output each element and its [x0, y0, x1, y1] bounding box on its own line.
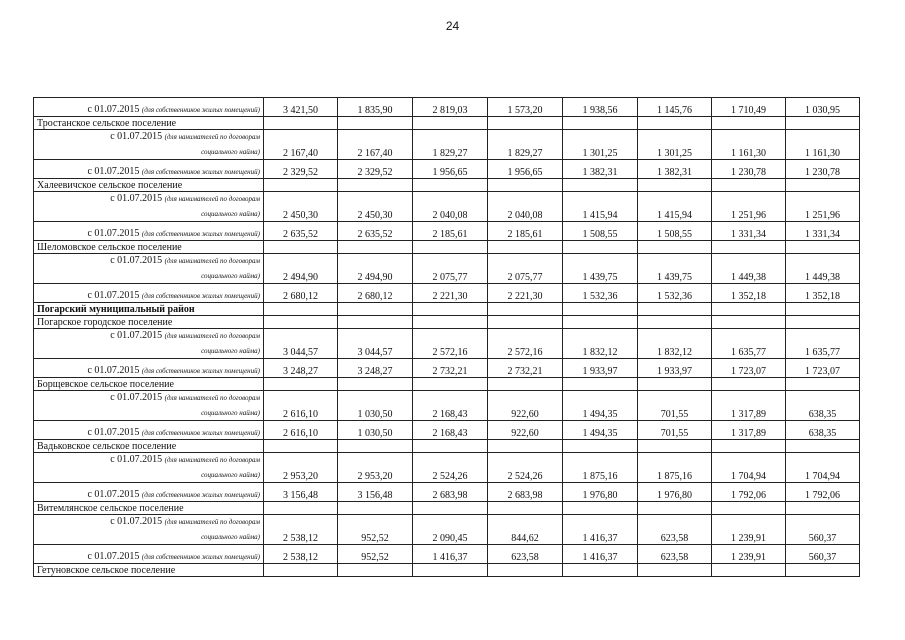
tariff-value-cell: 2 221,30	[488, 284, 563, 303]
settlement-row	[34, 117, 860, 130]
empty-cell	[712, 241, 786, 254]
effective-date: с 01.07.2015	[110, 255, 163, 266]
category-note-continued: социального найма)	[201, 533, 260, 541]
label-line-1	[37, 392, 260, 404]
category-note: (для нанимателей по договорам	[164, 394, 260, 402]
row-label	[34, 359, 264, 378]
tariff-value-cell: 2 538,12	[264, 545, 338, 564]
empty-cell	[712, 316, 786, 329]
tariff-value-cell: 623,58	[638, 515, 712, 545]
tariff-value-cell: 623,58	[488, 545, 563, 564]
empty-cell	[488, 316, 563, 329]
empty-cell	[563, 564, 638, 577]
tenant-tariff-row	[34, 391, 860, 421]
empty-cell	[413, 316, 488, 329]
tariff-value-cell: 2 450,30	[264, 192, 338, 222]
settlement-name: Вадьковское сельское поселение	[34, 440, 264, 453]
effective-date: с 01.07.2015	[110, 193, 163, 204]
tariff-value-cell: 1 449,38	[712, 254, 786, 284]
tariff-value-cell: 2 329,52	[264, 160, 338, 179]
tariff-value-cell: 2 524,26	[413, 453, 488, 483]
effective-date: с 01.07.2015	[87, 551, 140, 562]
empty-cell	[563, 179, 638, 192]
tariff-value-cell: 1 933,97	[563, 359, 638, 378]
empty-cell	[413, 440, 488, 453]
tariff-value-cell: 2 168,43	[413, 391, 488, 421]
label-line-1	[37, 255, 260, 267]
row-label	[34, 515, 264, 545]
empty-cell	[712, 378, 786, 391]
empty-cell	[264, 241, 338, 254]
tariff-value-cell: 1 792,06	[712, 483, 786, 502]
tariff-value-cell: 2 538,12	[264, 515, 338, 545]
empty-cell	[488, 440, 563, 453]
effective-date: с 01.07.2015	[87, 290, 140, 301]
label-line-2	[37, 469, 260, 481]
empty-cell	[712, 440, 786, 453]
row-label	[34, 222, 264, 241]
empty-cell	[786, 179, 860, 192]
tariff-value-cell: 2 732,21	[488, 359, 563, 378]
category-note-continued: социального найма)	[201, 471, 260, 479]
owner-tariff-row	[34, 222, 860, 241]
tariff-value-cell: 1 508,55	[563, 222, 638, 241]
empty-cell	[488, 378, 563, 391]
tariff-value-cell: 1 416,37	[563, 515, 638, 545]
settlement-row	[34, 378, 860, 391]
tariff-value-cell: 701,55	[638, 421, 712, 440]
tariff-value-cell: 638,35	[786, 421, 860, 440]
empty-cell	[786, 378, 860, 391]
tariff-value-cell: 922,60	[488, 421, 563, 440]
effective-date: с 01.07.2015	[87, 489, 140, 500]
category-note-continued: социального найма)	[201, 210, 260, 218]
tariff-value-cell: 3 156,48	[264, 483, 338, 502]
empty-cell	[338, 241, 413, 254]
tenant-tariff-row	[34, 130, 860, 160]
label-line-2	[37, 345, 260, 357]
owner-tariff-row	[34, 483, 860, 502]
tariff-value-cell: 1 532,36	[563, 284, 638, 303]
empty-cell	[638, 117, 712, 130]
tariff-value-cell: 1 251,96	[786, 192, 860, 222]
label-line-2	[37, 146, 260, 158]
empty-cell	[264, 502, 338, 515]
empty-cell	[638, 179, 712, 192]
tariff-value-cell: 3 044,57	[264, 329, 338, 359]
category-note: (для нанимателей по договорам	[164, 332, 260, 340]
empty-cell	[638, 303, 712, 316]
tariff-value-cell: 1 030,95	[786, 98, 860, 117]
tariff-value-cell: 1 494,35	[563, 391, 638, 421]
label-line-1	[37, 516, 260, 528]
tariff-value-cell: 701,55	[638, 391, 712, 421]
row-label	[34, 130, 264, 160]
tariff-value-cell: 1 251,96	[712, 192, 786, 222]
tariff-value-cell: 2 680,12	[264, 284, 338, 303]
empty-cell	[488, 241, 563, 254]
settlement-name: Борщевское сельское поселение	[34, 378, 264, 391]
effective-date: с 01.07.2015	[87, 228, 140, 239]
tariff-table-body	[34, 98, 860, 577]
empty-cell	[712, 117, 786, 130]
tariff-value-cell: 2 616,10	[264, 421, 338, 440]
owner-tariff-row	[34, 359, 860, 378]
tariff-value-cell: 2 075,77	[413, 254, 488, 284]
row-label	[34, 160, 264, 179]
empty-cell	[563, 378, 638, 391]
row-label	[34, 98, 264, 117]
tariff-value-cell: 2 635,52	[264, 222, 338, 241]
empty-cell	[638, 564, 712, 577]
owner-tariff-row	[34, 421, 860, 440]
row-label	[34, 329, 264, 359]
tariff-value-cell: 1 352,18	[712, 284, 786, 303]
tariff-value-cell: 2 683,98	[413, 483, 488, 502]
settlement-name: Халеевичское сельское поселение	[34, 179, 264, 192]
empty-cell	[563, 241, 638, 254]
tariff-value-cell: 1 331,34	[712, 222, 786, 241]
tariff-value-cell: 1 239,91	[712, 515, 786, 545]
category-note-continued: социального найма)	[201, 347, 260, 355]
tariff-value-cell: 2 616,10	[264, 391, 338, 421]
tariff-value-cell: 1 230,78	[786, 160, 860, 179]
tariff-value-cell: 1 301,25	[563, 130, 638, 160]
tariff-value-cell: 2 450,30	[338, 192, 413, 222]
category-note: (для собственников жилых помещений)	[141, 553, 260, 561]
tariff-value-cell: 2 167,40	[264, 130, 338, 160]
tariff-value-cell: 2 185,61	[413, 222, 488, 241]
effective-date: с 01.07.2015	[87, 104, 140, 115]
tariff-value-cell: 3 044,57	[338, 329, 413, 359]
tariff-value-cell: 1 956,65	[488, 160, 563, 179]
tariff-value-cell: 1 230,78	[712, 160, 786, 179]
tariff-value-cell: 2 075,77	[488, 254, 563, 284]
empty-cell	[638, 502, 712, 515]
effective-date: с 01.07.2015	[110, 392, 163, 403]
empty-cell	[338, 378, 413, 391]
tariff-value-cell: 3 248,27	[338, 359, 413, 378]
tariff-value-cell: 2 185,61	[488, 222, 563, 241]
tariff-value-cell: 2 329,52	[338, 160, 413, 179]
row-label	[34, 254, 264, 284]
empty-cell	[786, 564, 860, 577]
tariff-value-cell: 844,62	[488, 515, 563, 545]
tariff-value-cell: 1 792,06	[786, 483, 860, 502]
settlement-row	[34, 564, 860, 577]
tariff-value-cell: 2 732,21	[413, 359, 488, 378]
empty-cell	[338, 502, 413, 515]
tariff-value-cell: 1 832,12	[563, 329, 638, 359]
tariff-value-cell: 623,58	[638, 545, 712, 564]
label-line-1	[37, 131, 260, 143]
tariff-value-cell: 2 167,40	[338, 130, 413, 160]
empty-cell	[264, 440, 338, 453]
district-row	[34, 303, 860, 316]
empty-cell	[786, 241, 860, 254]
tariff-value-cell: 1 635,77	[712, 329, 786, 359]
tariff-value-cell: 1 710,49	[712, 98, 786, 117]
tenant-tariff-row	[34, 192, 860, 222]
settlement-row	[34, 316, 860, 329]
tariff-value-cell: 1 415,94	[638, 192, 712, 222]
tariff-value-cell: 1 832,12	[638, 329, 712, 359]
settlement-name: Витемлянское сельское поселение	[34, 502, 264, 515]
tariff-value-cell: 3 156,48	[338, 483, 413, 502]
tariff-value-cell: 1 573,20	[488, 98, 563, 117]
owner-tariff-row	[34, 545, 860, 564]
category-note: (для собственников жилых помещений)	[141, 230, 260, 238]
empty-cell	[488, 117, 563, 130]
empty-cell	[413, 241, 488, 254]
tariff-value-cell: 1 301,25	[638, 130, 712, 160]
label-line-2	[37, 208, 260, 220]
category-note: (для нанимателей по договорам	[164, 518, 260, 526]
tariff-value-cell: 2 953,20	[338, 453, 413, 483]
category-note: (для нанимателей по договорам	[164, 195, 260, 203]
empty-cell	[488, 502, 563, 515]
label-line-2	[37, 531, 260, 543]
tariff-value-cell: 2 494,90	[338, 254, 413, 284]
empty-cell	[712, 303, 786, 316]
empty-cell	[264, 564, 338, 577]
tariff-value-cell: 1 704,94	[712, 453, 786, 483]
empty-cell	[488, 179, 563, 192]
tariff-value-cell: 560,37	[786, 515, 860, 545]
settlement-name: Тростанское сельское поселение	[34, 117, 264, 130]
empty-cell	[786, 316, 860, 329]
tariff-value-cell: 1 161,30	[712, 130, 786, 160]
empty-cell	[338, 303, 413, 316]
row-label	[34, 192, 264, 222]
row-label	[34, 391, 264, 421]
tariff-value-cell: 560,37	[786, 545, 860, 564]
empty-cell	[638, 241, 712, 254]
empty-cell	[413, 117, 488, 130]
tariff-value-cell: 1 439,75	[638, 254, 712, 284]
empty-cell	[264, 117, 338, 130]
effective-date: с 01.07.2015	[87, 166, 140, 177]
settlement-row	[34, 179, 860, 192]
tenant-tariff-row	[34, 515, 860, 545]
empty-cell	[712, 502, 786, 515]
tariff-value-cell: 1 723,07	[786, 359, 860, 378]
empty-cell	[338, 564, 413, 577]
tariff-value-cell: 1 976,80	[563, 483, 638, 502]
label-line-2	[37, 407, 260, 419]
tariff-value-cell: 2 572,16	[413, 329, 488, 359]
tariff-value-cell: 1 875,16	[563, 453, 638, 483]
settlement-name: Гетуновское сельское поселение	[34, 564, 264, 577]
row-label	[34, 453, 264, 483]
tariff-value-cell: 1 030,50	[338, 421, 413, 440]
tenant-tariff-row	[34, 453, 860, 483]
tariff-value-cell: 1 829,27	[488, 130, 563, 160]
effective-date: с 01.07.2015	[110, 330, 163, 341]
category-note-continued: социального найма)	[201, 272, 260, 280]
tariff-value-cell: 1 030,50	[338, 391, 413, 421]
category-note: (для нанимателей по договорам	[164, 133, 260, 141]
empty-cell	[264, 378, 338, 391]
empty-cell	[563, 316, 638, 329]
tariff-value-cell: 1 439,75	[563, 254, 638, 284]
label-line-1	[37, 454, 260, 466]
tariff-table	[33, 97, 860, 577]
settlement-row	[34, 241, 860, 254]
empty-cell	[264, 316, 338, 329]
settlement-row	[34, 440, 860, 453]
empty-cell	[264, 303, 338, 316]
tariff-value-cell: 1 145,76	[638, 98, 712, 117]
empty-cell	[712, 564, 786, 577]
tariff-value-cell: 1 875,16	[638, 453, 712, 483]
tariff-value-cell: 2 524,26	[488, 453, 563, 483]
tenant-tariff-row	[34, 254, 860, 284]
empty-cell	[638, 440, 712, 453]
district-name: Погарский муниципальный район	[34, 303, 264, 316]
empty-cell	[563, 303, 638, 316]
tariff-value-cell: 1 161,30	[786, 130, 860, 160]
category-note: (для собственников жилых помещений)	[141, 292, 260, 300]
empty-cell	[413, 303, 488, 316]
tariff-value-cell: 952,52	[338, 515, 413, 545]
empty-cell	[488, 564, 563, 577]
settlement-name: Шеломовское сельское поселение	[34, 241, 264, 254]
tariff-value-cell: 2 819,03	[413, 98, 488, 117]
tariff-value-cell: 952,52	[338, 545, 413, 564]
category-note: (для собственников жилых помещений)	[141, 106, 260, 114]
effective-date: с 01.07.2015	[110, 454, 163, 465]
tariff-value-cell: 1 508,55	[638, 222, 712, 241]
tariff-value-cell: 1 416,37	[413, 545, 488, 564]
tariff-value-cell: 638,35	[786, 391, 860, 421]
settlement-row	[34, 502, 860, 515]
tariff-value-cell: 2 168,43	[413, 421, 488, 440]
category-note-continued: социального найма)	[201, 409, 260, 417]
tariff-value-cell: 1 416,37	[563, 545, 638, 564]
category-note: (для собственников жилых помещений)	[141, 429, 260, 437]
tariff-value-cell: 1 415,94	[563, 192, 638, 222]
empty-cell	[638, 316, 712, 329]
empty-cell	[563, 440, 638, 453]
empty-cell	[413, 564, 488, 577]
tariff-value-cell: 3 248,27	[264, 359, 338, 378]
tariff-value-cell: 2 494,90	[264, 254, 338, 284]
effective-date: с 01.07.2015	[87, 365, 140, 376]
tariff-value-cell: 2 680,12	[338, 284, 413, 303]
effective-date: с 01.07.2015	[110, 131, 163, 142]
label-line-1	[37, 193, 260, 205]
tariff-value-cell: 2 040,08	[488, 192, 563, 222]
tariff-value-cell: 1 976,80	[638, 483, 712, 502]
tariff-value-cell: 1 956,65	[413, 160, 488, 179]
category-note-continued: социального найма)	[201, 148, 260, 156]
tariff-value-cell: 1 532,36	[638, 284, 712, 303]
empty-cell	[786, 440, 860, 453]
category-note: (для собственников жилых помещений)	[141, 367, 260, 375]
tariff-value-cell: 1 382,31	[638, 160, 712, 179]
empty-cell	[338, 316, 413, 329]
empty-cell	[786, 117, 860, 130]
row-label	[34, 421, 264, 440]
tariff-value-cell: 1 835,90	[338, 98, 413, 117]
category-note: (для собственников жилых помещений)	[141, 491, 260, 499]
tariff-value-cell: 1 382,31	[563, 160, 638, 179]
empty-cell	[413, 502, 488, 515]
tariff-value-cell: 3 421,50	[264, 98, 338, 117]
owner-tariff-row	[34, 98, 860, 117]
tariff-value-cell: 1 933,97	[638, 359, 712, 378]
tariff-value-cell: 1 239,91	[712, 545, 786, 564]
row-label	[34, 284, 264, 303]
empty-cell	[413, 378, 488, 391]
category-note: (для нанимателей по договорам	[164, 257, 260, 265]
tariff-value-cell: 922,60	[488, 391, 563, 421]
empty-cell	[563, 117, 638, 130]
tariff-value-cell: 2 953,20	[264, 453, 338, 483]
tariff-value-cell: 2 572,16	[488, 329, 563, 359]
tariff-value-cell: 1 449,38	[786, 254, 860, 284]
tariff-value-cell: 1 938,56	[563, 98, 638, 117]
tariff-value-cell: 1 723,07	[712, 359, 786, 378]
tariff-value-cell: 1 494,35	[563, 421, 638, 440]
category-note: (для нанимателей по договорам	[164, 456, 260, 464]
label-line-2	[37, 270, 260, 282]
tariff-value-cell: 2 090,45	[413, 515, 488, 545]
empty-cell	[338, 117, 413, 130]
empty-cell	[264, 179, 338, 192]
tariff-value-cell: 1 635,77	[786, 329, 860, 359]
settlement-name: Погарское городское поселение	[34, 316, 264, 329]
empty-cell	[413, 179, 488, 192]
empty-cell	[563, 502, 638, 515]
empty-cell	[638, 378, 712, 391]
tariff-value-cell: 1 704,94	[786, 453, 860, 483]
empty-cell	[338, 440, 413, 453]
empty-cell	[338, 179, 413, 192]
empty-cell	[786, 502, 860, 515]
tenant-tariff-row	[34, 329, 860, 359]
tariff-value-cell: 2 040,08	[413, 192, 488, 222]
tariff-value-cell: 1 352,18	[786, 284, 860, 303]
row-label	[34, 483, 264, 502]
owner-tariff-row	[34, 284, 860, 303]
tariff-value-cell: 1 317,89	[712, 421, 786, 440]
owner-tariff-row	[34, 160, 860, 179]
tariff-value-cell: 2 683,98	[488, 483, 563, 502]
row-label	[34, 545, 264, 564]
empty-cell	[712, 179, 786, 192]
empty-cell	[786, 303, 860, 316]
category-note: (для собственников жилых помещений)	[141, 168, 260, 176]
label-line-1	[37, 330, 260, 342]
tariff-value-cell: 1 331,34	[786, 222, 860, 241]
tariff-value-cell: 1 829,27	[413, 130, 488, 160]
tariff-value-cell: 1 317,89	[712, 391, 786, 421]
effective-date: с 01.07.2015	[110, 516, 163, 527]
effective-date: с 01.07.2015	[87, 427, 140, 438]
page-number: 24	[445, 19, 460, 33]
tariff-value-cell: 2 221,30	[413, 284, 488, 303]
empty-cell	[488, 303, 563, 316]
tariff-value-cell: 2 635,52	[338, 222, 413, 241]
